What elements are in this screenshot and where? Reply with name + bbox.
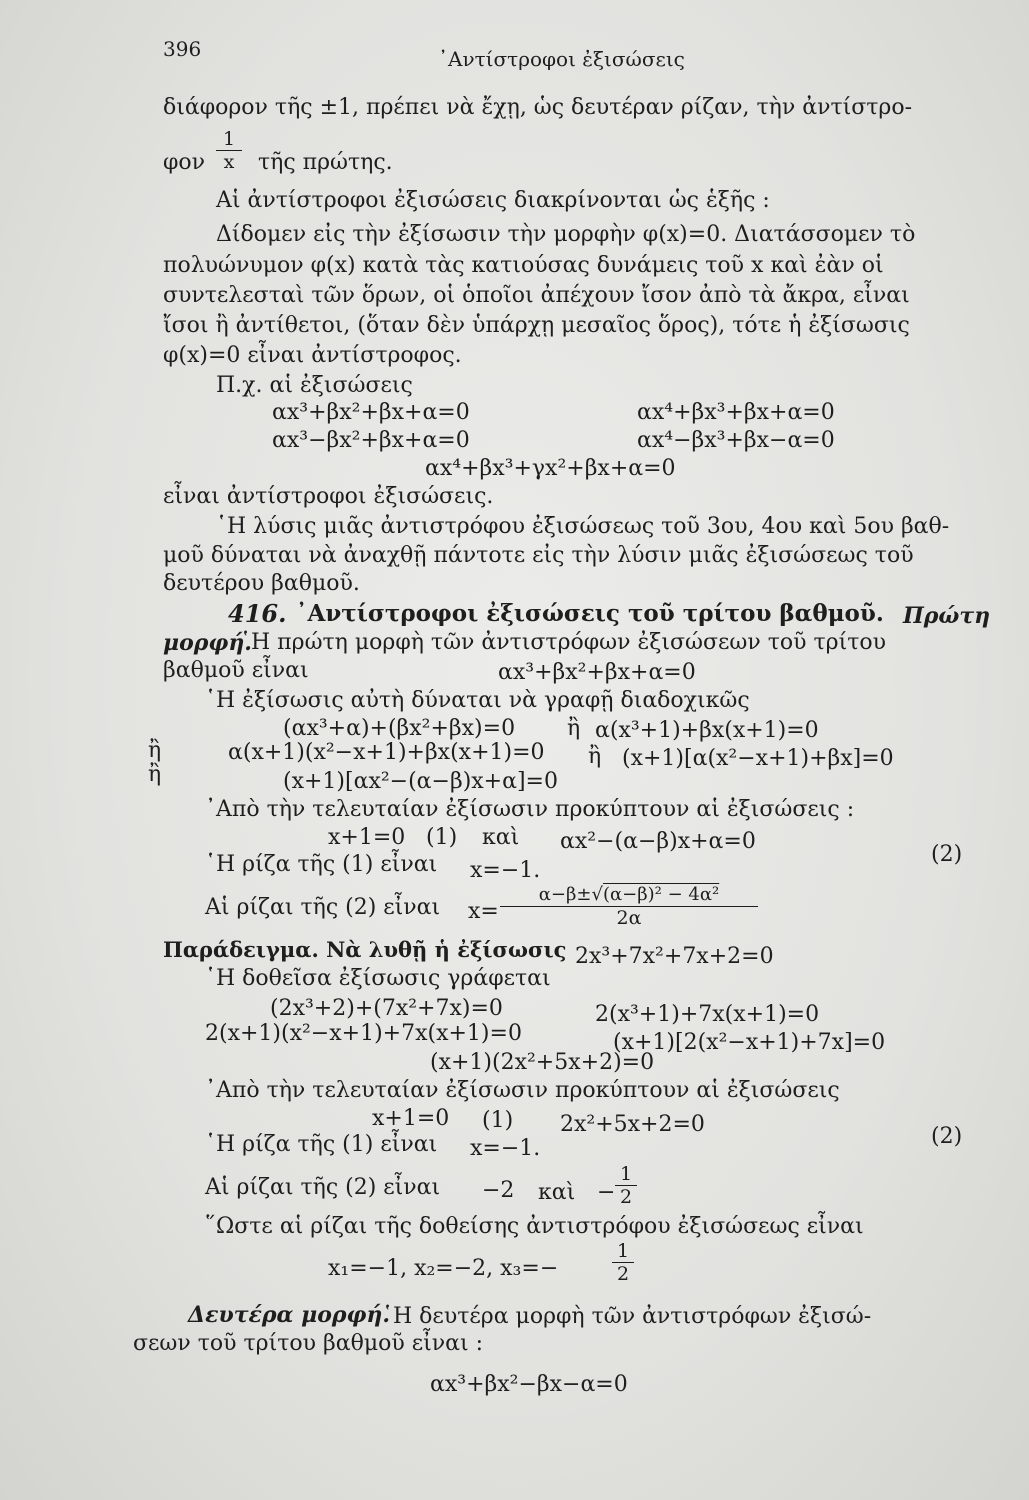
equation: 2x²+5x+2=0 — [560, 1112, 705, 1137]
equation: (x+1)[2(x²−x+1)+7x]=0 — [613, 1030, 886, 1055]
fraction-one-half: 1 2 — [615, 1163, 637, 1208]
body-line: ἴσοι ἢ ἀντίθετοι, (ὅταν δὲν ὑπάρχῃ μεσαῖος ὅρος), τότε ἡ ἐξίσωσις — [163, 313, 910, 338]
example-label: Παράδειγμα. Νὰ λυθῇ ἡ ἐξίσωσις — [163, 937, 567, 962]
equation: (x+1)[αx²−(α−β)x+α]=0 — [283, 769, 558, 794]
body-word: καὶ — [482, 825, 520, 850]
equation: α(x+1)(x²−x+1)+βx(x+1)=0 — [228, 740, 545, 765]
body-line: Αἱ ρίζαι τῆς (2) εἶναι — [205, 1175, 441, 1200]
section-number: 416. — [228, 599, 287, 628]
body-line: ᾿Απὸ τὴν τελευταίαν ἐξίσωσιν προκύπτουν αἱ ἐξισώσεις : — [205, 797, 855, 822]
equation: (αx³+α)+(βx²+βx)=0 — [283, 716, 516, 741]
body-line: δευτέρου βαθμοῦ. — [163, 571, 360, 596]
or-word: ἢ — [588, 744, 602, 769]
fraction-one-half: 1 2 — [612, 1240, 634, 1285]
running-title: ᾿Αντίστροφοι ἐξισώσεις — [438, 47, 685, 71]
root-formula-fraction: α−β±√(α−β)² − 4α² 2α — [500, 884, 758, 929]
body-line: ῾Η λύσις μιᾶς ἀντιστρόφου ἐξισώσεως τοῦ 3ου, 4ου καὶ 5ου βαθ- — [216, 514, 950, 539]
body-line: Αἱ ἀντίστροφοι ἐξισώσεις διακρίνονται ὡς ἑξῆς : — [216, 188, 770, 213]
body-line: βαθμοῦ εἶναι — [163, 658, 309, 683]
equation: (x+1)[α(x²−x+1)+βx]=0 — [622, 746, 894, 771]
equation: αx⁴−βx³+βx−α=0 — [637, 428, 835, 453]
body-line: φ(x)=0 εἶναι ἀντίστροφος. — [163, 343, 462, 368]
equation: (2x³+2)+(7x²+7x)=0 — [270, 996, 503, 1021]
equation: αx³−βx²+βx+α=0 — [272, 428, 470, 453]
body-line: ῾Η πρώτη μορφὴ τῶν ἀντιστρόφων ἐξισώσεων τοῦ τρίτου — [240, 630, 887, 655]
body-line: φον — [163, 150, 206, 175]
equation: αx⁴+βx³+βx+α=0 — [637, 400, 835, 425]
equation-number: (1) — [426, 825, 458, 850]
or-word: ἢ — [148, 762, 162, 787]
body-line: ῾Η δευτέρα μορφὴ τῶν ἀντιστρόφων ἐξισώ- — [382, 1304, 872, 1329]
minus-sign: − — [597, 1180, 616, 1205]
body-line: ῾Η ἐξίσωσις αὐτὴ δύναται νὰ γραφῇ διαδοχικῶς — [205, 688, 750, 713]
equation: αx⁴+βx³+γx²+βx+α=0 — [425, 456, 676, 481]
equation: x+1=0 — [328, 825, 406, 850]
or-word: ἢ — [567, 716, 581, 741]
second-form-label: Δευτέρα μορφή. — [188, 1302, 391, 1328]
equation: x+1=0 — [372, 1106, 450, 1131]
body-line: ῾Η ρίζα τῆς (1) εἶναι — [205, 1132, 438, 1157]
section-subtitle: Πρώτη — [903, 603, 991, 629]
body-line: ῾Η ρίζα τῆς (1) εἶναι — [205, 852, 438, 877]
body-line: τῆς πρώτης. — [258, 150, 393, 175]
body-line: ῾Η δοθεῖσα ἐξίσωσις γράφεται — [205, 966, 551, 991]
body-line: σεων τοῦ τρίτου βαθμοῦ εἶναι : — [133, 1331, 484, 1356]
equation: αx²−(α−β)x+α=0 — [560, 829, 756, 854]
equation: x= — [468, 899, 499, 924]
equation-number: (2) — [931, 842, 963, 867]
fraction-one-over-x: 1 x — [216, 128, 242, 173]
section-subtitle-cont: μορφή. — [163, 630, 252, 656]
body-line: Δίδομεν εἰς τὴν ἐξίσωσιν τὴν μορφὴν φ(x)=0. Διατάσσομεν τὸ — [216, 222, 916, 247]
sqrt-icon: √ — [591, 884, 603, 905]
equation: x=−1. — [470, 1136, 541, 1161]
equation: 2(x³+1)+7x(x+1)=0 — [595, 1002, 820, 1027]
page-number: 396 — [163, 37, 202, 61]
body-word: καὶ — [538, 1180, 576, 1205]
body-line: εἶναι ἀντίστροφοι ἐξισώσεις. — [163, 484, 494, 509]
body-line: μοῦ δύναται νὰ ἀναχθῇ πάντοτε εἰς τὴν λύσιν μιᾶς ἐξισώσεως τοῦ — [163, 543, 914, 568]
equation: x₁=−1, x₂=−2, x₃=− — [328, 1256, 559, 1281]
equation: 2x³+7x²+7x+2=0 — [575, 944, 774, 969]
equation: −2 — [482, 1178, 515, 1203]
equation: αx³+βx²−βx−α=0 — [430, 1372, 628, 1397]
equation: αx³+βx²+βx+α=0 — [498, 660, 696, 685]
equation: (x+1)(2x²+5x+2)=0 — [430, 1050, 655, 1075]
section-title: ᾿Αντίστροφοι ἐξισώσεις τοῦ τρίτου βαθμοῦ. — [296, 600, 884, 627]
equation: α(x³+1)+βx(x+1)=0 — [595, 718, 819, 743]
equation: x=−1. — [470, 858, 541, 883]
or-word: ἢ — [148, 738, 162, 763]
body-line: πολυώνυμον φ(x) κατὰ τὰς κατιούσας δυνάμεις τοῦ x καὶ ἐὰν οἱ — [163, 253, 884, 278]
body-line: συντελεσταὶ τῶν ὅρων, οἱ ὁποῖοι ἀπέχουν ἴσον ἀπὸ τὰ ἄκρα, εἶναι — [163, 283, 910, 308]
equation: 2(x+1)(x²−x+1)+7x(x+1)=0 — [205, 1021, 522, 1046]
equation-number: (1) — [482, 1108, 514, 1133]
equation: αx³+βx²+βx+α=0 — [272, 400, 470, 425]
body-line: ᾿Απὸ τὴν τελευταίαν ἐξίσωσιν προκύπτουν αἱ ἐξισώσεις — [205, 1078, 840, 1103]
equation-number: (2) — [931, 1124, 963, 1149]
body-line: Π.χ. αἱ ἐξισώσεις — [216, 373, 413, 398]
body-line: ῞Ωστε αἱ ρίζαι τῆς δοθείσης ἀντιστρόφου ἐξισώσεως εἶναι — [205, 1214, 864, 1239]
body-line: Αἱ ρίζαι τῆς (2) εἶναι — [205, 895, 441, 920]
body-line: διάφορον τῆς ±1, πρέπει νὰ ἔχῃ, ὡς δευτέραν ρίζαν, τὴν ἀντίστρο- — [163, 95, 913, 120]
